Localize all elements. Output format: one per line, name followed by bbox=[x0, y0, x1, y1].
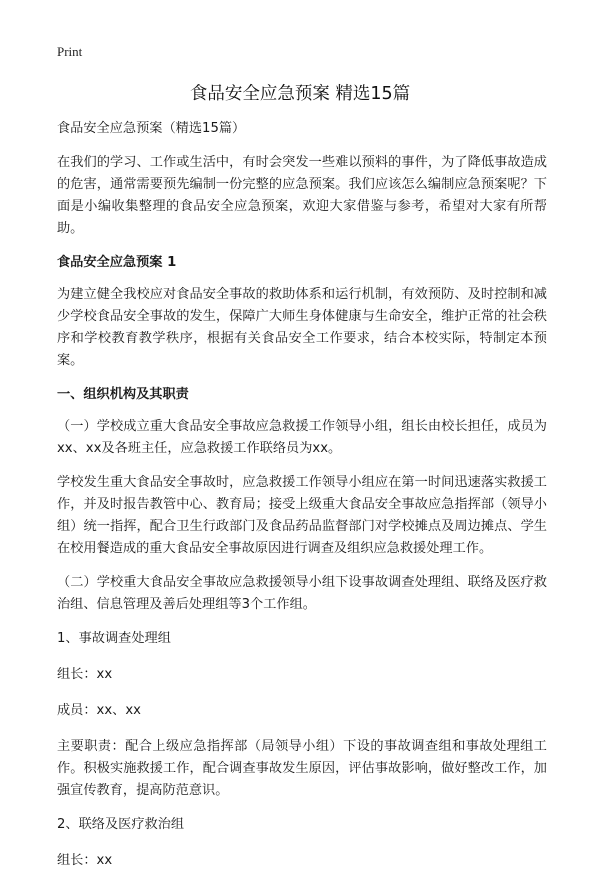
print-link[interactable]: Print bbox=[57, 44, 83, 59]
body-paragraph: 为建立健全我校应对食品安全事故的救助体系和运行机制，有效预防、及时控制和减少学校食品安全事故的发生，保障广大师生身体健康与生命安全，维护正常的社会秩序和学校教育教学秩序，根据有关食品安全工作要求，结合本校实际，特制定本预案。 bbox=[57, 287, 547, 368]
body-paragraph: 组长：xx bbox=[57, 667, 113, 682]
body-paragraph: 组长：xx bbox=[57, 853, 113, 868]
body-paragraph: （二）学校重大食品安全事故应急救援领导小组下设事故调查处理组、联络及医疗救治组、信息管理及善后处理组等3个工作组。 bbox=[57, 575, 547, 612]
subsection-heading: 一、组织机构及其职责 bbox=[57, 387, 189, 402]
section-heading: 食品安全应急预案 1 bbox=[57, 255, 177, 270]
subtitle: 食品安全应急预案（精选15篇） bbox=[57, 121, 246, 136]
intro-paragraph: 在我们的学习、工作或生活中，有时会突发一些难以预料的事件，为了降低事故造成的危害，通常需要预先编制一份完整的应急预案。我们应该怎么编制应急预案呢？下面是小编收集整理的食品安全应急预案，欢迎大家借鉴与参考，希望对大家有所帮助。 bbox=[57, 155, 547, 236]
body-paragraph: 学校发生重大食品安全事故时，应急救援工作领导小组应在第一时间迅速落实救援工作，并及时报告教管中心、教育局；接受上级重大食品安全事故应急指挥部（领导小组）统一指挥，配合卫生行政部门及食品药品监督部门对学校摊点及周边摊点、学生在校用餐造成的重大食品安全事故原因进行调查及组织应急救援处理工作。 bbox=[57, 475, 547, 556]
article-body bbox=[57, 118, 547, 872]
body-paragraph: （一）学校成立重大食品安全事故应急救援工作领导小组，组长由校长担任，成员为xx、xx及各班主任，应急救援工作联络员为xx。 bbox=[57, 419, 547, 456]
body-paragraph: 2、联络及医疗救治组 bbox=[57, 817, 185, 832]
page-title: 食品安全应急预案 精选15篇 bbox=[189, 84, 411, 104]
body-paragraph: 1、事故调查处理组 bbox=[57, 631, 171, 646]
body-paragraph: 主要职责：配合上级应急指挥部（局领导小组）下设的事故调查组和事故处理组工作。积极实施救援工作，配合调查事故发生原因，评估事故影响，做好整改工作，加强宣传教育，提高防范意识。 bbox=[57, 739, 547, 798]
body-paragraph: 成员：xx、xx bbox=[57, 703, 141, 718]
